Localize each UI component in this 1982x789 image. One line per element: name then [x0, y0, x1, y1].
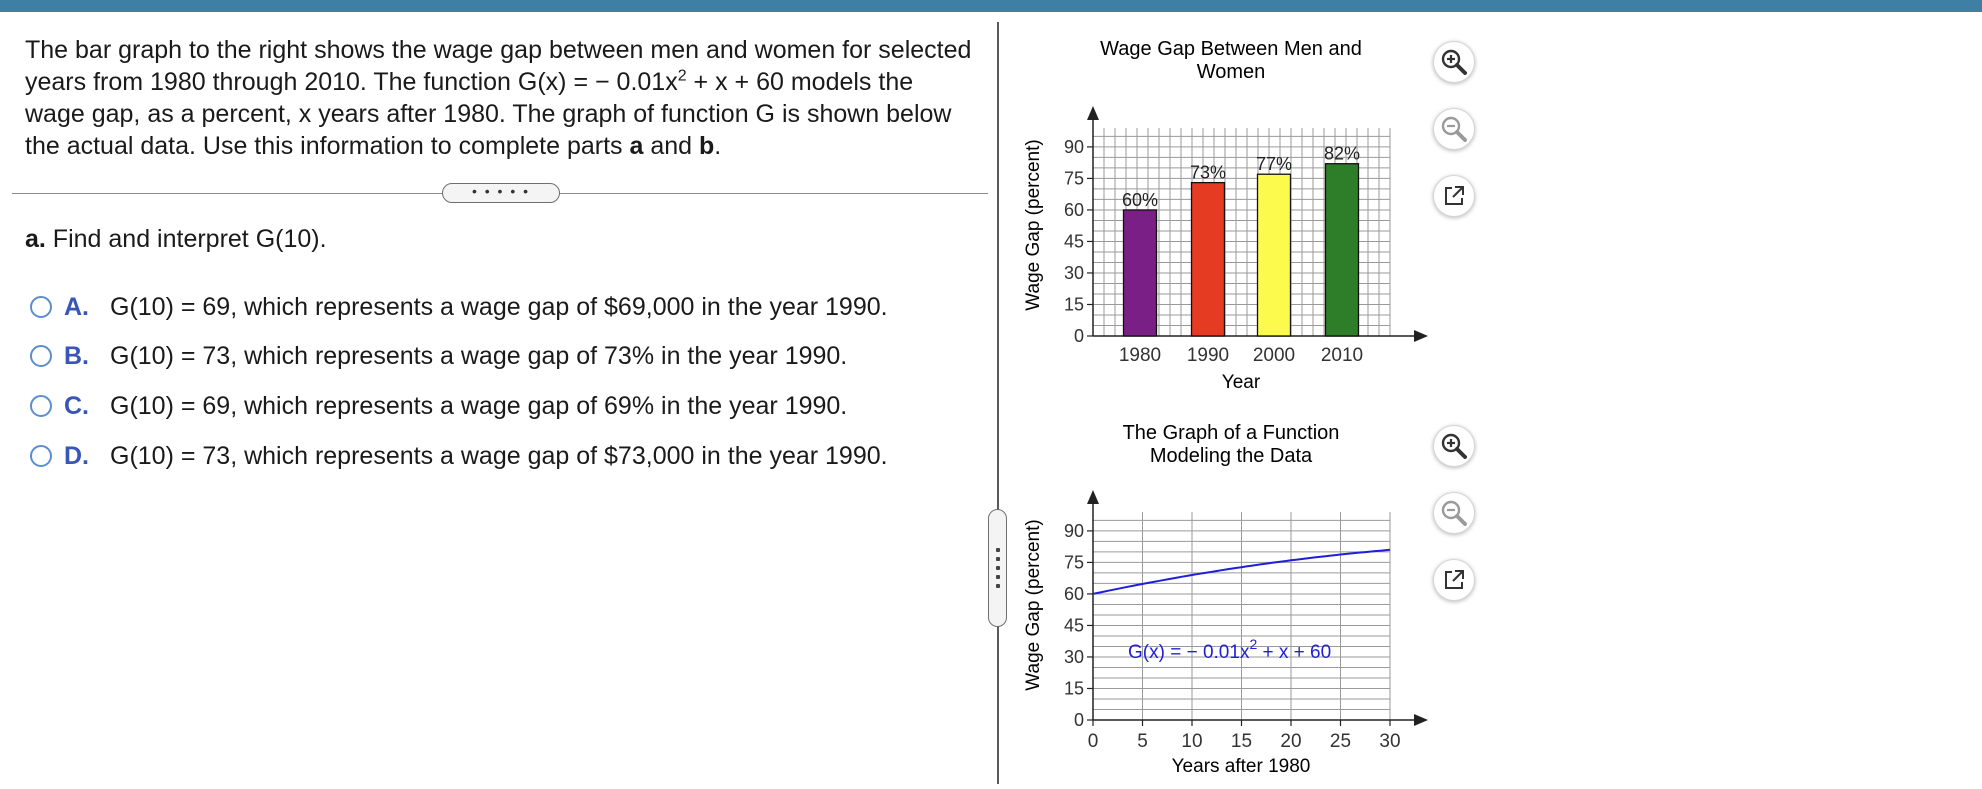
function-label	[1128, 636, 1331, 663]
bar-data-label: 60%	[1122, 190, 1158, 210]
y-tick-label: 90	[1064, 137, 1084, 157]
choice-text: G(10) = 73, which represents a wage gap of $73,000 in the year 1990.	[110, 442, 888, 471]
choice-text: G(10) = 69, which represents a wage gap of $69,000 in the year 1990.	[110, 293, 888, 322]
function-label-exponent: 2	[1249, 636, 1257, 652]
bar-chart-panel	[1010, 30, 1430, 405]
top-banner	[0, 0, 1982, 12]
y-tick-label: 60	[1064, 584, 1084, 604]
y-tick-label: 30	[1064, 647, 1084, 667]
intro-exponent: 2	[678, 68, 687, 85]
zoom-out-icon	[1440, 499, 1468, 527]
popout-icon	[1441, 183, 1467, 209]
y-tick-label: 75	[1064, 168, 1084, 188]
x-tick-label: 0	[1088, 731, 1099, 752]
x-tick-label: 2010	[1321, 345, 1363, 366]
choice-a[interactable]	[30, 291, 888, 323]
y-tick-label: 30	[1064, 263, 1084, 283]
radio-button[interactable]	[30, 445, 52, 467]
radio-button[interactable]	[30, 395, 52, 417]
popout-icon	[1441, 567, 1467, 593]
x-axis-arrow	[1414, 330, 1428, 342]
function-graph-panel	[1010, 414, 1430, 789]
function-graph-xlabel: Years after 1980	[1172, 756, 1311, 777]
x-tick-label: 15	[1231, 731, 1252, 752]
y-tick-label: 15	[1064, 294, 1084, 314]
question-label: a.	[25, 225, 46, 253]
x-tick-label: 10	[1181, 731, 1202, 752]
bar-chart	[1010, 30, 1430, 400]
popout-button[interactable]	[1433, 175, 1475, 217]
collapse-handle[interactable]: • • • • •	[442, 183, 560, 203]
x-tick-label: 30	[1379, 731, 1400, 752]
x-tick-label: 20	[1280, 731, 1301, 752]
zoom-out-button-2[interactable]	[1433, 492, 1475, 534]
x-tick-label: 2000	[1253, 345, 1295, 366]
bar-data-label: 73%	[1190, 163, 1226, 183]
x-tick-label: 1980	[1119, 345, 1161, 366]
y-tick-label: 15	[1064, 678, 1084, 698]
x-axis-arrow	[1414, 714, 1428, 726]
zoom-in-button-2[interactable]	[1433, 425, 1475, 467]
x-tick-label: 5	[1137, 731, 1148, 752]
zoom-out-button[interactable]	[1433, 108, 1475, 150]
bar-2000	[1258, 174, 1291, 336]
x-tick-label: 1990	[1187, 345, 1229, 366]
zoom-in-icon	[1440, 432, 1468, 460]
x-tick-label: 25	[1330, 731, 1351, 752]
bar-data-label: 77%	[1256, 154, 1292, 174]
intro-text-2: + x + 60 models the wage gap, as a percent, x years after 1980. The graph of function G is shown below the actual data. Use this information to complete parts	[25, 68, 951, 160]
popout-button-2[interactable]	[1433, 559, 1475, 601]
function-label-main: G(x) = − 0.01x	[1128, 642, 1250, 663]
function-graph-ylabel: Wage Gap (percent)	[1023, 519, 1044, 690]
radio-button[interactable]	[30, 345, 52, 367]
function-graph	[1010, 414, 1430, 784]
y-tick-label: 45	[1064, 231, 1084, 251]
intro-and: and	[643, 132, 699, 160]
pane-resize-handle[interactable]	[988, 509, 1007, 627]
choice-text: G(10) = 73, which represents a wage gap of 73% in the year 1990.	[110, 342, 847, 371]
y-axis-arrow	[1087, 106, 1099, 120]
intro-bold-b: b	[699, 132, 714, 160]
question-text: Find and interpret G(10).	[46, 225, 327, 253]
choice-letter: D.	[64, 442, 110, 471]
choice-c[interactable]	[30, 390, 847, 422]
question-pane	[0, 12, 997, 784]
choice-b[interactable]	[30, 340, 847, 372]
bar-2010	[1326, 164, 1359, 336]
problem-statement	[25, 34, 975, 162]
y-axis-arrow	[1087, 490, 1099, 504]
choice-d[interactable]	[30, 440, 888, 472]
choice-letter: B.	[64, 342, 110, 371]
zoom-in-button[interactable]	[1433, 41, 1475, 83]
pane-divider	[997, 22, 999, 784]
function-label-tail: + x + 60	[1257, 642, 1331, 663]
y-tick-label: 45	[1064, 615, 1084, 635]
choice-letter: C.	[64, 392, 110, 421]
y-tick-label: 75	[1064, 552, 1084, 572]
function-graph-title-2: Modeling the Data	[1150, 445, 1313, 467]
bar-1980	[1124, 210, 1157, 336]
y-tick-label: 60	[1064, 200, 1084, 220]
choice-letter: A.	[64, 293, 110, 322]
intro-period: .	[714, 132, 721, 160]
bar-chart-title-2: Women	[1197, 61, 1266, 83]
intro-bold-a: a	[629, 132, 643, 160]
bar-data-label: 82%	[1324, 144, 1360, 164]
zoom-in-icon	[1440, 48, 1468, 76]
radio-button[interactable]	[30, 296, 52, 318]
bar-chart-ylabel: Wage Gap (percent)	[1023, 139, 1044, 310]
bar-chart-xlabel: Year	[1222, 372, 1261, 393]
y-tick-label: 0	[1074, 710, 1084, 730]
zoom-out-icon	[1440, 115, 1468, 143]
y-tick-label: 90	[1064, 521, 1084, 541]
intro-text-1: The bar graph to the right shows the wage gap between men and women for selected years from 1980 through 2010. The function G(x) = − 0.01x	[25, 36, 971, 96]
bar-1990	[1192, 183, 1225, 336]
y-tick-label: 0	[1074, 326, 1084, 346]
bar-chart-title-1: Wage Gap Between Men and	[1100, 38, 1362, 60]
choice-text: G(10) = 69, which represents a wage gap of 69% in the year 1990.	[110, 392, 847, 421]
function-graph-title-1: The Graph of a Function	[1123, 422, 1340, 444]
question-a	[25, 225, 327, 254]
